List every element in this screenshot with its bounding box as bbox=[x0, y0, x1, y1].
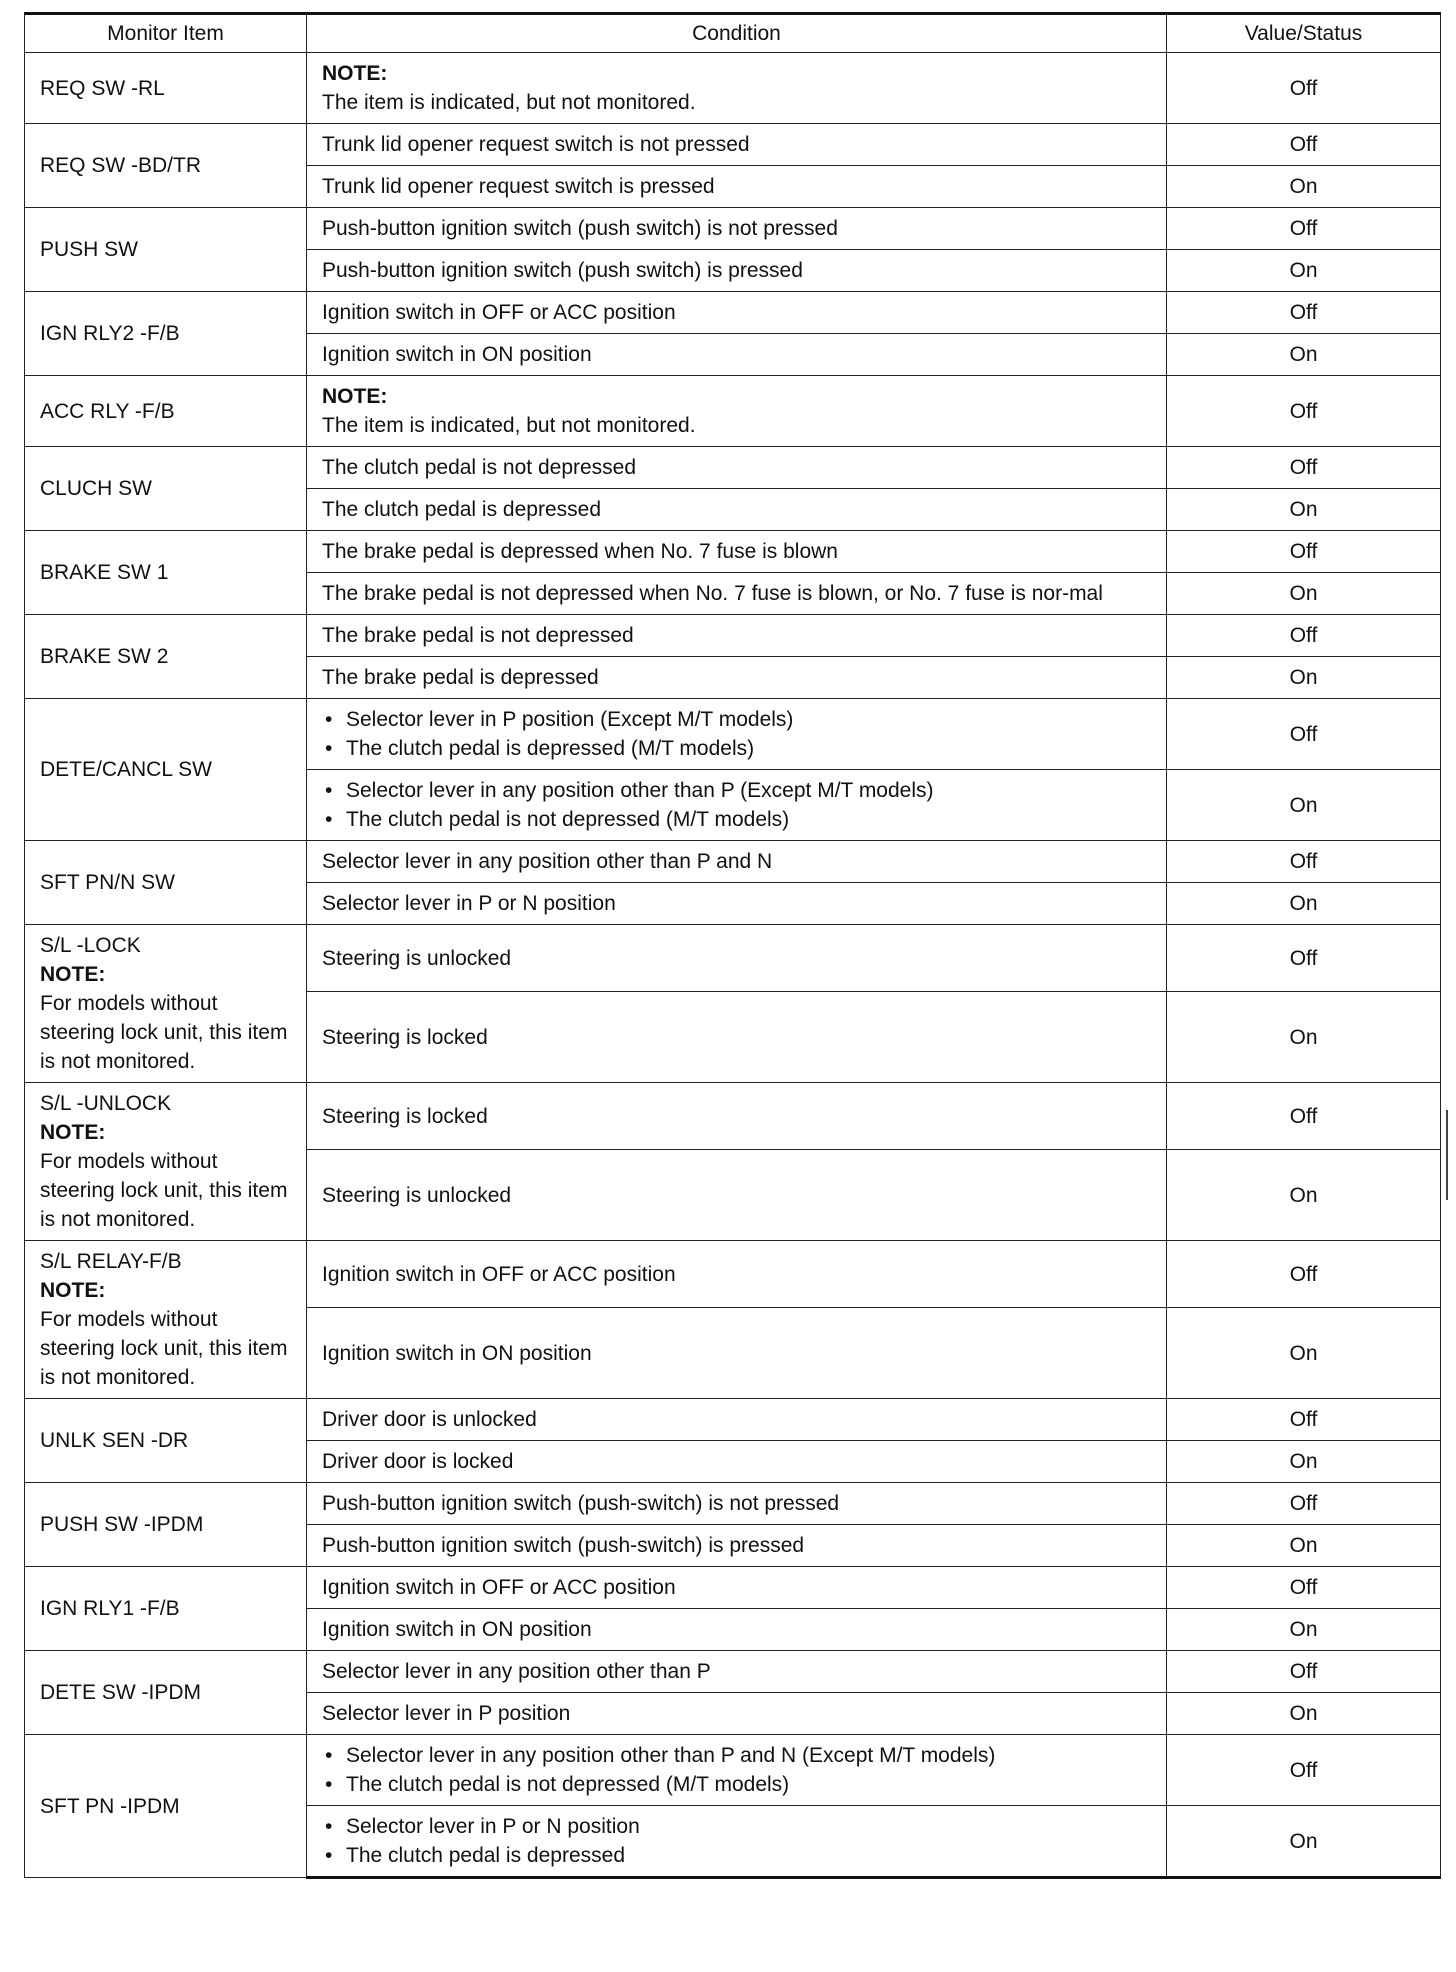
condition-text: Selector lever in any position other than P and N bbox=[322, 850, 773, 873]
monitor-item-name: DETE SW -IPDM bbox=[40, 1681, 201, 1704]
condition-cell bbox=[307, 208, 1167, 250]
condition-cell bbox=[307, 531, 1167, 573]
monitor-item-cell bbox=[25, 292, 307, 376]
condition-note-label: NOTE: bbox=[322, 62, 388, 85]
table-row bbox=[25, 1399, 1441, 1441]
monitor-item-name: IGN RLY2 -F/B bbox=[40, 322, 180, 345]
condition-cell bbox=[307, 53, 1167, 124]
value-status-cell: On bbox=[1167, 166, 1441, 208]
monitor-item-cell bbox=[25, 1483, 307, 1567]
condition-cell bbox=[307, 124, 1167, 166]
condition-cell bbox=[307, 1525, 1167, 1567]
condition-cell bbox=[307, 334, 1167, 376]
item-note-label: NOTE: bbox=[40, 1279, 106, 1302]
value-status-cell: On bbox=[1167, 489, 1441, 531]
condition-text: Steering is locked bbox=[322, 1104, 488, 1128]
item-note-text: For models without steering lock unit, this item is not monitored. bbox=[40, 992, 288, 1073]
condition-text: Push-button ignition switch (push switch) is pressed bbox=[322, 259, 803, 282]
monitor-item-cell bbox=[25, 531, 307, 615]
condition-text: The brake pedal is not depressed when No. 7 fuse is blown, or No. 7 fuse is nor-mal bbox=[322, 582, 1103, 605]
monitor-item-cell bbox=[25, 699, 307, 841]
condition-cell bbox=[307, 992, 1167, 1083]
value-status-cell: Off bbox=[1167, 1735, 1441, 1806]
condition-cell bbox=[307, 657, 1167, 699]
condition-text: Push-button ignition switch (push switch) is not pressed bbox=[322, 217, 838, 240]
condition-cell bbox=[307, 376, 1167, 447]
table-body bbox=[25, 53, 1441, 1878]
condition-text: Ignition switch in ON position bbox=[322, 1341, 592, 1365]
monitor-item-cell bbox=[25, 53, 307, 124]
condition-text: Trunk lid opener request switch is pressed bbox=[322, 175, 715, 198]
table-row bbox=[25, 699, 1441, 770]
value-status-cell: Off bbox=[1167, 1399, 1441, 1441]
value-status-cell: Off bbox=[1167, 1241, 1441, 1308]
value-status-cell: On bbox=[1167, 1806, 1441, 1878]
condition-text: Selector lever in any position other than P bbox=[322, 1660, 711, 1683]
monitor-item-name: BRAKE SW 2 bbox=[40, 645, 169, 668]
table-row bbox=[25, 1483, 1441, 1525]
table-row bbox=[25, 1241, 1441, 1308]
condition-text: The brake pedal is depressed when No. 7 fuse is blown bbox=[322, 540, 838, 563]
condition-cell bbox=[307, 1651, 1167, 1693]
table-row bbox=[25, 925, 1441, 992]
monitor-item-name: REQ SW -BD/TR bbox=[40, 154, 201, 177]
monitor-item-cell bbox=[25, 1735, 307, 1878]
monitor-item-cell bbox=[25, 1651, 307, 1735]
condition-text: The brake pedal is not depressed bbox=[322, 624, 634, 647]
condition-cell bbox=[307, 1241, 1167, 1308]
condition-note-label: NOTE: bbox=[322, 385, 388, 408]
table-row bbox=[25, 292, 1441, 334]
value-status-cell: Off bbox=[1167, 447, 1441, 489]
condition-bullet-item: • The clutch pedal is depressed (M/T models) bbox=[322, 734, 1151, 763]
monitor-item-cell bbox=[25, 925, 307, 1083]
table-row bbox=[25, 124, 1441, 166]
value-status-cell: Off bbox=[1167, 1651, 1441, 1693]
monitor-item-cell bbox=[25, 615, 307, 699]
condition-cell bbox=[307, 250, 1167, 292]
condition-text: The brake pedal is depressed bbox=[322, 666, 599, 689]
condition-bullet-item: • Selector lever in any position other than P and N (Except M/T models) bbox=[322, 1741, 1151, 1770]
condition-text: Ignition switch in OFF or ACC position bbox=[322, 1262, 676, 1286]
condition-cell bbox=[307, 447, 1167, 489]
item-note-label: NOTE: bbox=[40, 1121, 106, 1144]
monitor-item-name: SFT PN -IPDM bbox=[40, 1794, 180, 1818]
monitor-item-name: IGN RLY1 -F/B bbox=[40, 1597, 180, 1620]
value-status-cell: On bbox=[1167, 657, 1441, 699]
value-status-cell: On bbox=[1167, 1441, 1441, 1483]
condition-text: Steering is unlocked bbox=[322, 946, 512, 970]
monitor-item-table bbox=[24, 12, 1441, 1879]
condition-cell bbox=[307, 615, 1167, 657]
monitor-item-cell bbox=[25, 208, 307, 292]
monitor-item-cell bbox=[25, 1399, 307, 1483]
value-status-cell: Off bbox=[1167, 1567, 1441, 1609]
value-status-cell: Off bbox=[1167, 841, 1441, 883]
condition-text: The item is indicated, but not monitored. bbox=[322, 414, 696, 437]
header-condition: Condition bbox=[307, 14, 1167, 53]
value-status-cell: Off bbox=[1167, 925, 1441, 992]
condition-bullet-list bbox=[322, 776, 1151, 834]
condition-cell bbox=[307, 1806, 1167, 1878]
condition-bullet-list bbox=[322, 1741, 1151, 1799]
condition-cell bbox=[307, 573, 1167, 615]
value-status-cell: Off bbox=[1167, 376, 1441, 447]
monitor-item-name: CLUCH SW bbox=[40, 477, 153, 500]
condition-cell bbox=[307, 166, 1167, 208]
monitor-item-cell bbox=[25, 1241, 307, 1399]
value-status-cell: On bbox=[1167, 250, 1441, 292]
condition-text: Driver door is locked bbox=[322, 1450, 514, 1473]
monitor-item-name: S/L -UNLOCK bbox=[40, 1092, 172, 1115]
condition-bullet-item: • The clutch pedal is not depressed (M/T models) bbox=[322, 805, 1151, 834]
condition-bullet-item: • Selector lever in any position other than P (Except M/T models) bbox=[322, 776, 1151, 805]
monitor-item-name: S/L RELAY-F/B bbox=[40, 1250, 182, 1273]
value-status-cell: Off bbox=[1167, 292, 1441, 334]
value-status-cell: On bbox=[1167, 334, 1441, 376]
value-status-cell: On bbox=[1167, 1150, 1441, 1241]
value-status-cell: On bbox=[1167, 1609, 1441, 1651]
condition-cell bbox=[307, 699, 1167, 770]
condition-cell bbox=[307, 1083, 1167, 1150]
condition-text: The clutch pedal is depressed bbox=[322, 498, 601, 521]
table-row bbox=[25, 208, 1441, 250]
condition-text: Ignition switch in ON position bbox=[322, 343, 592, 366]
condition-cell bbox=[307, 1308, 1167, 1399]
condition-text: Push-button ignition switch (push-switch) is not pressed bbox=[322, 1492, 840, 1515]
value-status-cell: On bbox=[1167, 883, 1441, 925]
condition-cell bbox=[307, 925, 1167, 992]
value-status-cell: On bbox=[1167, 1308, 1441, 1399]
value-status-cell: On bbox=[1167, 1693, 1441, 1735]
value-status-cell: Off bbox=[1167, 615, 1441, 657]
condition-bullet-item: • The clutch pedal is depressed bbox=[322, 1841, 1151, 1870]
table-row bbox=[25, 841, 1441, 883]
condition-cell bbox=[307, 1441, 1167, 1483]
condition-cell bbox=[307, 1399, 1167, 1441]
table-row bbox=[25, 1567, 1441, 1609]
condition-text: Ignition switch in ON position bbox=[322, 1618, 592, 1641]
item-note-label: NOTE: bbox=[40, 963, 106, 986]
item-note-text: For models without steering lock unit, this item is not monitored. bbox=[40, 1308, 288, 1389]
monitor-item-name: REQ SW -RL bbox=[40, 76, 165, 100]
condition-text: Driver door is unlocked bbox=[322, 1408, 537, 1431]
monitor-item-name: BRAKE SW 1 bbox=[40, 561, 169, 584]
condition-text: The clutch pedal is not depressed bbox=[322, 456, 637, 479]
table-row bbox=[25, 1735, 1441, 1806]
condition-cell bbox=[307, 883, 1167, 925]
value-status-cell: On bbox=[1167, 770, 1441, 841]
condition-cell bbox=[307, 770, 1167, 841]
value-status-cell: Off bbox=[1167, 53, 1441, 124]
condition-bullet-item: • Selector lever in P position (Except M/T models) bbox=[322, 705, 1151, 734]
monitor-item-name: SFT PN/N SW bbox=[40, 871, 175, 894]
condition-cell bbox=[307, 1735, 1167, 1806]
value-status-cell: Off bbox=[1167, 1483, 1441, 1525]
table-row bbox=[25, 53, 1441, 124]
condition-text: Steering is unlocked bbox=[322, 1183, 512, 1207]
table-row bbox=[25, 1083, 1441, 1150]
condition-text: Trunk lid opener request switch is not pressed bbox=[322, 133, 750, 156]
condition-bullet-item: • The clutch pedal is not depressed (M/T models) bbox=[322, 1770, 1151, 1799]
monitor-item-name: S/L -LOCK bbox=[40, 934, 141, 957]
value-status-cell: On bbox=[1167, 1525, 1441, 1567]
monitor-item-cell bbox=[25, 124, 307, 208]
monitor-item-name: DETE/CANCL SW bbox=[40, 758, 212, 781]
value-status-cell: Off bbox=[1167, 699, 1441, 770]
monitor-item-name: PUSH SW -IPDM bbox=[40, 1513, 204, 1536]
header-value-status: Value/Status bbox=[1167, 14, 1441, 53]
value-status-cell: Off bbox=[1167, 208, 1441, 250]
condition-cell bbox=[307, 292, 1167, 334]
value-status-cell: Off bbox=[1167, 531, 1441, 573]
condition-cell bbox=[307, 841, 1167, 883]
monitor-item-name: ACC RLY -F/B bbox=[40, 399, 175, 423]
value-status-cell: On bbox=[1167, 992, 1441, 1083]
condition-cell bbox=[307, 1567, 1167, 1609]
value-status-cell: Off bbox=[1167, 124, 1441, 166]
condition-cell bbox=[307, 1483, 1167, 1525]
monitor-item-cell bbox=[25, 1083, 307, 1241]
table-row bbox=[25, 531, 1441, 573]
table-row bbox=[25, 447, 1441, 489]
condition-cell bbox=[307, 1150, 1167, 1241]
condition-text: Ignition switch in OFF or ACC position bbox=[322, 301, 676, 324]
monitor-item-name: UNLK SEN -DR bbox=[40, 1429, 189, 1452]
condition-text: The item is indicated, but not monitored. bbox=[322, 91, 696, 114]
condition-text: Selector lever in P or N position bbox=[322, 892, 616, 915]
condition-bullet-list bbox=[322, 705, 1151, 763]
table-header bbox=[25, 14, 1441, 53]
condition-bullet-list bbox=[322, 1812, 1151, 1870]
condition-text: Selector lever in P position bbox=[322, 1702, 571, 1725]
condition-bullet-item: • Selector lever in P or N position bbox=[322, 1812, 1151, 1841]
monitor-item-cell bbox=[25, 447, 307, 531]
monitor-item-cell bbox=[25, 1567, 307, 1651]
monitor-item-cell bbox=[25, 376, 307, 447]
table-row bbox=[25, 615, 1441, 657]
condition-text: Steering is locked bbox=[322, 1025, 488, 1049]
condition-cell bbox=[307, 1609, 1167, 1651]
condition-text: Ignition switch in OFF or ACC position bbox=[322, 1576, 676, 1599]
value-status-cell: Off bbox=[1167, 1083, 1441, 1150]
condition-cell bbox=[307, 489, 1167, 531]
monitor-item-cell bbox=[25, 841, 307, 925]
table-row bbox=[25, 1651, 1441, 1693]
monitor-item-name: PUSH SW bbox=[40, 238, 139, 261]
monitor-table-document bbox=[24, 12, 1440, 1879]
page-margin-change-bar bbox=[1446, 1110, 1448, 1200]
item-note-text: For models without steering lock unit, this item is not monitored. bbox=[40, 1150, 288, 1231]
condition-text: Push-button ignition switch (push-switch) is pressed bbox=[322, 1534, 805, 1557]
table-row bbox=[25, 376, 1441, 447]
header-monitor-item: Monitor Item bbox=[25, 14, 307, 53]
condition-cell bbox=[307, 1693, 1167, 1735]
value-status-cell: On bbox=[1167, 573, 1441, 615]
